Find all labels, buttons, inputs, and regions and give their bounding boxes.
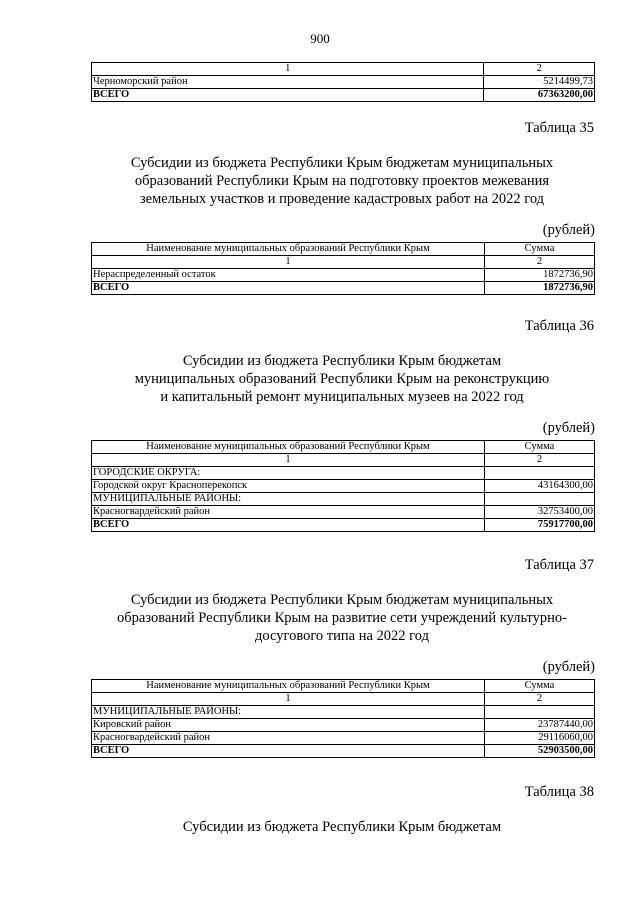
- table-column-headers: [92, 243, 595, 256]
- row-name: Кировский район: [92, 719, 485, 732]
- table-row: [92, 706, 595, 719]
- unit-label: (рублей): [542, 222, 595, 238]
- title-line: Субсидии из бюджета Республики Крым бюджетам: [182, 819, 502, 835]
- row-name: МУНИЦИПАЛЬНЫЕ РАЙОНЫ:: [92, 706, 485, 719]
- total-label: ВСЕГО: [92, 282, 485, 295]
- row-amount: 23787440,00: [484, 719, 594, 732]
- column-number: 2: [484, 63, 595, 76]
- table-38-title: [60, 818, 624, 836]
- title-line: Субсидии из бюджета Республики Крым бюджетам муниципальных: [130, 592, 554, 608]
- title-line: и капитальный ремонт муниципальных музеев на 2022 год: [160, 389, 524, 405]
- table-36-label: Таблица 36: [524, 318, 594, 334]
- table-header-numbers: [92, 693, 595, 706]
- row-name: Черноморский район: [92, 76, 484, 89]
- column-number: 1: [92, 693, 485, 706]
- title-line: образований Республики Крым на развитие сети учреждений культурно-: [117, 610, 567, 626]
- row-amount: 1872736,90: [485, 269, 595, 282]
- total-amount: 67363200,00: [484, 89, 595, 102]
- table-header-numbers: [92, 454, 595, 467]
- table-36: [91, 440, 595, 532]
- row-amount: 29116060,00: [484, 732, 594, 745]
- row-amount: 32753400,00: [484, 506, 594, 519]
- unit-label: (рублей): [542, 420, 595, 436]
- row-name: МУНИЦИПАЛЬНЫЕ РАЙОНЫ:: [92, 493, 485, 506]
- table-row: [92, 269, 595, 282]
- title-line: земельных участков и проведение кадастровых работ на 2022 год: [139, 191, 545, 207]
- total-amount: 75917700,00: [484, 519, 594, 532]
- table-header-numbers: [92, 256, 595, 269]
- total-row: [92, 89, 595, 102]
- table-row: [92, 506, 595, 519]
- table-column-headers: [92, 441, 595, 454]
- total-row: [92, 282, 595, 295]
- table-row: [92, 467, 595, 480]
- total-amount: 1872736,90: [485, 282, 595, 295]
- row-name: Городской округ Красноперекопск: [92, 480, 485, 493]
- column-number: 2: [484, 693, 594, 706]
- total-label: ВСЕГО: [92, 745, 485, 758]
- table-37: [91, 679, 595, 758]
- title-line: образований Республики Крым на подготовку проектов межевания: [134, 173, 550, 189]
- unit-label: (рублей): [542, 659, 595, 675]
- row-name: Красногвардейский район: [92, 732, 485, 745]
- column-number: 2: [485, 256, 595, 269]
- column-header-amount: Сумма: [484, 441, 594, 454]
- table-36-title: [60, 352, 624, 406]
- table-row: [92, 732, 595, 745]
- table-35: [91, 242, 595, 295]
- total-amount: 52903500,00: [484, 745, 594, 758]
- column-header-name: Наименование муниципальных образований Республики Крым: [92, 243, 485, 256]
- row-amount: [484, 467, 594, 480]
- column-number: 1: [92, 63, 484, 76]
- row-amount: [484, 493, 594, 506]
- table-row: [92, 76, 595, 89]
- row-name: ГОРОДСКИЕ ОКРУГА:: [92, 467, 485, 480]
- total-label: ВСЕГО: [92, 519, 485, 532]
- table-row: [92, 719, 595, 732]
- table-38-label: Таблица 38: [524, 784, 594, 800]
- table-35-title: [60, 154, 624, 208]
- title-line: муниципальных образований Республики Крым на реконструкцию: [134, 371, 550, 387]
- row-amount: 5214499,73: [484, 76, 595, 89]
- column-number: 1: [92, 256, 485, 269]
- table-column-headers: [92, 680, 595, 693]
- page-number: 900: [310, 31, 330, 46]
- title-line: Субсидии из бюджета Республики Крым бюджетам муниципальных: [130, 155, 554, 171]
- row-name: Красногвардейский район: [92, 506, 485, 519]
- row-name: Нераспределенный остаток: [92, 269, 485, 282]
- column-number: 1: [92, 454, 485, 467]
- table-header-numbers: [92, 63, 595, 76]
- table-row: [92, 480, 595, 493]
- column-header-amount: Сумма: [485, 243, 595, 256]
- title-line: Субсидии из бюджета Республики Крым бюджетам: [182, 353, 502, 369]
- table-35-label: Таблица 35: [524, 120, 594, 136]
- row-amount: 43164300,00: [484, 480, 594, 493]
- column-number: 2: [484, 454, 594, 467]
- column-header-name: Наименование муниципальных образований Республики Крым: [92, 680, 485, 693]
- table-34-continuation: [91, 62, 595, 102]
- total-label: ВСЕГО: [92, 89, 484, 102]
- table-37-label: Таблица 37: [524, 557, 594, 573]
- total-row: [92, 745, 595, 758]
- column-header-name: Наименование муниципальных образований Республики Крым: [92, 441, 485, 454]
- column-header-amount: Сумма: [484, 680, 594, 693]
- row-amount: [484, 706, 594, 719]
- total-row: [92, 519, 595, 532]
- table-37-title: [60, 591, 624, 645]
- table-row: [92, 493, 595, 506]
- title-line: досугового типа на 2022 год: [255, 628, 429, 644]
